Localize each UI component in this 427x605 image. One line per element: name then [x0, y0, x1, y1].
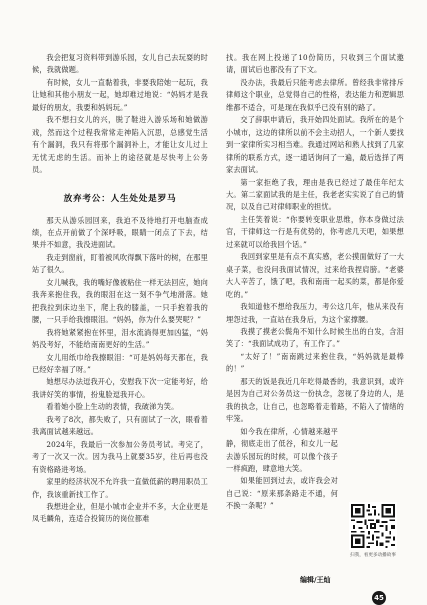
left-column	[32, 52, 208, 526]
paragraph: 我走到窗前，盯着被风吹得飘下落叶的树，在那里站了很久。	[32, 252, 208, 275]
paragraph: 找。我在网上投递了10份简历，只收到三个面试邀请，面试后也都没有了下文。	[226, 53, 404, 75]
paragraph: 我摸了摸老公鬓角不知什么时候生出的白发，含泪笑了：“我面试成功了，有工作了。”	[226, 326, 404, 349]
paragraph: 女儿喊我，我的嘴好像被粘住一样无法回应，她向我奔来抱住我，我的眼泪在这一刻不争气地滑落。她把我拉到床边坐下，爬上我的膝盖，一只手抱着我的腰，一只手给我擦眼泪。“妈妈，你为什么要哭呢？”	[32, 277, 208, 325]
paragraph: 主任笑着说：“你要转变职业思维，你本身做过法官，干律师这一行是有优势的，你考虑几天吧，如果想过来就可以给我回个话。”	[226, 214, 404, 249]
qr-code-icon	[349, 502, 397, 550]
paragraph: 没办法，我最后只能考虑去律所。曾经我非常排斥律师这个职业，总觉得自己的性格，表达能力和逻辑思维都不适合，可是现在我似乎已没有别的路了。	[226, 77, 404, 112]
paragraph: 我想进企业，但是小城市企业并不多，大企业更是凤毛麟角，连适合投简历的岗位都难	[32, 501, 208, 524]
paragraph: 我会把复习资料带到游乐园，女儿自己去玩耍的时候，我就做题。	[32, 53, 208, 75]
right-column	[226, 52, 404, 513]
paragraph: 家里的经济状况不允许我一直做低薪的聘用职员工作，我该重新找工作了。	[32, 477, 208, 499]
paragraph: 交了辞职申请后，我开始四处面试。我所在的是个小城市，这边的律所以前不会主动招人，一个新人要找到一家律所实习相当难。我通过网站和熟人找到了几家律所的联系方式，逐一通话询问了一遍，最后选择了两家去面试。	[226, 115, 404, 175]
paragraph: 女儿用纸巾给我擦眼泪：“可是妈妈每天都在，我已经好幸福了呀。”	[32, 352, 208, 374]
paragraph: 我知道他不想给我压力，考公这几年，他从来没有埋怨过我，一直站在我身后，为这个家撑腰。	[226, 302, 404, 324]
paragraph: 如果能回到过去，或许我会对自己说：“原来那条路走不通，何不换一条呢？”	[226, 476, 338, 511]
paragraph: 我不想扫女儿的兴，脱了鞋进入游乐场和她做游戏，然而这个过程我常常走神陷入沉思，总感觉生活有个漏洞，我只有将那个漏洞补上，才能让女儿过上无忧无虑的生活。而补上的途径就是尽快考上公务员。	[32, 115, 208, 175]
paragraph: 她想尽办法逗我开心，安慰我下次一定能考好，给我讲好笑的事情，扮鬼脸逗我开心。	[32, 377, 208, 399]
qr-code-block	[342, 502, 404, 558]
paragraph: 那天从游乐园回来，我迫不及待地打开电脑查成绩，在点开前做了个深呼吸，眼睛一闭点了下去，结果并不如意，我没进面试。	[32, 215, 208, 250]
paragraph: “太好了！”南南跳过来抱住我，“妈妈就是最棒的！”	[226, 351, 404, 374]
paragraph: 2024年，我最后一次参加公务员考试。考完了，考了一次又一次。因为我马上就要35岁，往后再也没有资格路进考场。	[32, 439, 208, 474]
paragraph: 第一家拒绝了我，理由是我已经过了最佳年纪太大。第二家面试我的是主任，我老老实实说了自己的情况，以及自己对律师职业的担忧。	[226, 177, 404, 212]
paragraph: 那天的饭是我近几年吃得最香的，我意识到，或许是因为自己对公务员这一份执念，忽视了身边的人，是我的执念，让自己，也忽略着走着路，不陷入了情绪的牢笼。	[226, 376, 404, 424]
paragraph: 我考了8次，都失败了，只有面试了一次，眼看着我离面试越来越远。	[32, 414, 208, 437]
paragraph: 我回到家里是有点不真实感，老公摸面做好了一大桌子菜，也没问我面试情况，过来给我捏肩膀。“老婆大人辛苦了，饿了吧，我和南南一起买的菜，都是你爱吃的。”	[226, 252, 404, 299]
editor-credit: 编辑/王灿	[300, 576, 331, 584]
paragraph: 如今我在律所，心情越来越平静，彻底走出了低谷，和女儿一起去游乐园玩的时候，可以像个孩子一样疯跑，肆意地大笑。	[226, 426, 338, 473]
section-heading: 放弃考公：人生处处是罗马	[63, 193, 177, 204]
paragraph: 看着她小脸上生动的表情，我破涕为笑。	[46, 402, 179, 412]
paragraph: 我将她紧紧抱在怀里，泪水流淌得更加凶猛，“妈妈没考好，不能给南南更好的生活。”	[32, 327, 208, 350]
paragraph: 有时候，女儿一直黏着我，非要我陪她一起玩，我让她和其他小朋友一起，她却难过地说：“妈妈才是我最好的朋友，我要和妈妈玩。”	[32, 77, 208, 112]
page-number: 45	[372, 591, 386, 605]
qr-caption: 扫我，看更多动播故事	[350, 553, 396, 558]
